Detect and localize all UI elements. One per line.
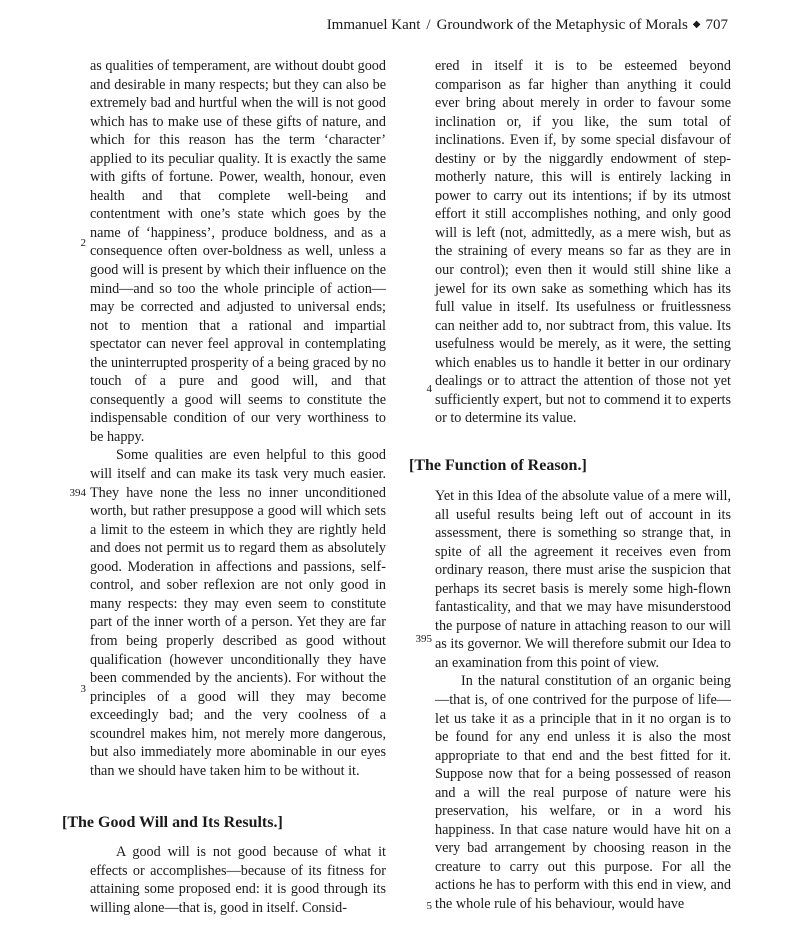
- margin-marker: 3: [80, 683, 86, 695]
- page-number: 707: [705, 17, 728, 33]
- left-column-bottom: [90, 843, 386, 917]
- header-title: Groundwork of the Metaphysic of Morals: [436, 17, 688, 33]
- header-author: Immanuel Kant: [326, 17, 421, 33]
- diamond-icon: ◆: [692, 19, 701, 30]
- margin-marker: 5: [426, 900, 432, 912]
- running-header: [327, 17, 728, 34]
- left-column: [90, 57, 386, 780]
- right-column: [435, 57, 731, 428]
- margin-marker: 394: [69, 487, 86, 499]
- margin-marker: 4: [426, 383, 432, 395]
- right-column-bottom: [435, 487, 731, 914]
- left-paragraph-1: as qualities of temperament, are without doubt good and desirable in many respects; but they can also be extremely bad and hurtful when the will is not good which has to make use of these gifts of nature, and which for this reason has the term ‘character’ applied to its peculiar quality. It is exactly the same with gifts of fortune. Power, wealth, honour, even health and that complete well-being and contentment with one’s state which goes by the name of ‘happiness’, produce boldness, and as a consequence often over-boldness as well, unless a good will is present by which their influence on the mind—and so too the whole principle of action—may be corrected and adjusted to universal ends; not to mention that a rational and impartial spectator can never feel approval in contemplating the uninterrupted prosperity of a being graced by no touch of a pure and good will, and that consequently a good will seems to constitute the indispensable condition of our very worthiness to be happy.: [90, 58, 386, 445]
- margin-marker: 395: [415, 633, 432, 645]
- right-paragraph-2: Yet in this Idea of the absolute value of a mere will, all useful results being left out of account in its assessment, there is something so strange that, in spite of all the agreement it receives even from ordinary reason, there must arise the suspicion that perhaps its secret basis is merely some high-flown fantasticality, and that we may have misunderstood the purpose of nature in attaching reason to our will as its governor. We will therefore submit our Idea to an examination from this point of view.: [435, 488, 731, 671]
- left-paragraph-2: Some qualities are even helpful to this good will itself and can make its task very much easier. They have none the less no inner unconditioned worth, but rather presuppose a good will which sets a limit to the esteem in which they are rightly held and does not permit us to regard them as absolutely good. Moderation in affections and passions, self-control, and sober reflexion are not only good in many respects: they may even seem to constitute part of the inner worth of a person. Yet they are far from being properly described as good without qualification (however unconditionally they have been commended by the ancients). For without the principles of a good will they may become exceedingly bad; and the very coolness of a scoundrel makes him, not merely more dangerous, but also immediately more abominable in our eyes than we should have taken him to be without it.: [90, 447, 386, 779]
- right-paragraph-1: ered in itself it is to be esteemed beyond comparison as far higher than anything it could ever bring about merely in order to favour some inclination or, if you like, the sum total of inclinations. Even if, by some special disfavour of destiny or by the niggardly endowment of step-motherly nature, this will is entirely lacking in power to carry out its intentions; if by its utmost effort it still accomplishes nothing, and only good will is left (not, admittedly, as a mere wish, but as the straining of every means so far as they are in our control); even then it would still shine like a jewel for its own sake as something which has its full value in itself. Its usefulness or fruitlessness can neither add to, nor subtract from, this value. Its usefulness would be merely, as it were, the setting which enables us to handle it better in our ordinary dealings or to attract the attention of those not yet sufficiently expert, but not to commend it to experts or to determine its value.: [435, 58, 731, 427]
- margin-marker: 2: [80, 237, 86, 249]
- header-separator: /: [426, 17, 431, 33]
- section-heading-good-will: [The Good Will and Its Results.]: [62, 814, 283, 831]
- section-heading-function-of-reason: [The Function of Reason.]: [409, 457, 587, 474]
- right-paragraph-3: In the natural constitution of an organic being—that is, of one contrived for the purpose of life—let us take it as a principle that in it no organ is to be found for any end unless it is also the most appropriate to that end and the best fitted for it. Suppose now that for a being possessed of reason and a will the real purpose of nature were his preservation, his welfare, or in a word his happiness. In that case nature would have hit on a very bad arrangement by choosing reason in the creature to carry out this purpose. For all the actions he has to perform with this end in view, and the whole rule of his behaviour, would have: [435, 673, 731, 913]
- left-paragraph-3: A good will is not good because of what it effects or accomplishes—because of its fitness for attaining some proposed end: it is good through its willing alone—that is, good in itself. Consid-: [90, 844, 386, 916]
